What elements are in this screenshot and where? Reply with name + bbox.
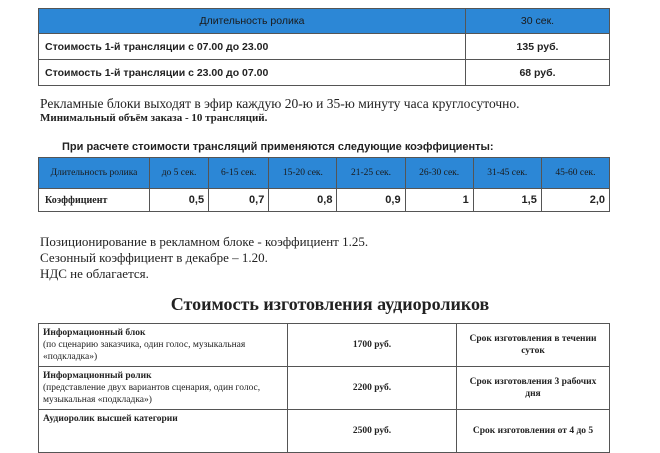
service-name: Информационный блок [43,328,146,338]
coefficient-cell: 0,8 [269,189,337,212]
duration-column-label: Длительность ролика [39,158,150,189]
price-row-value: 135 руб. [466,34,610,60]
table-row [39,367,610,410]
coefficient-cell: 0,5 [150,189,209,212]
price-row-label: Стоимость 1-й трансляции с 07.00 до 23.00 [39,34,466,60]
schedule-note: Рекламные блоки выходят в эфир каждую 20-ю и 35-ю минуту часа круглосуточно. [40,96,520,111]
service-price: 1700 руб. [288,324,457,367]
vat-note: НДС не облагается. [40,266,149,281]
price-row-label: Стоимость 1-й трансляции с 23.00 до 07.00 [39,60,466,86]
coefficient-cell: 2,0 [541,189,609,212]
coefficient-cell: 0,9 [337,189,405,212]
service-name: Аудиоролик высшей категории [43,414,178,424]
audio-production-table [38,323,610,453]
price-table-header [39,9,610,34]
duration-cell: 45-60 сек. [541,158,609,189]
service-description [39,367,288,410]
duration-cell: до 5 сек. [150,158,209,189]
service-description [39,410,288,453]
seasonal-note: Сезонный коэффициент в декабре – 1.20. [40,250,268,265]
service-term: Срок изготовления от 4 до 5 [457,410,610,453]
service-description [39,324,288,367]
coefficients-value-row [39,189,610,212]
price-row-value: 68 руб. [466,60,610,86]
table-row [39,324,610,367]
service-name: Информационный ролик [43,371,152,381]
minimum-order-note: Минимальный объём заказа - 10 трансляций. [40,112,268,124]
service-price: 2200 руб. [288,367,457,410]
coefficients-table [38,157,610,212]
duration-header-value: 30 сек. [466,9,610,34]
duration-cell: 31-45 сек. [473,158,541,189]
coefficient-cell: 1,5 [473,189,541,212]
audio-production-title: Стоимость изготовления аудиороликов [170,294,490,314]
price-table [38,8,610,86]
service-details: (представление двух вариантов сценария, один голос, музыкальная «подкладка») [43,383,261,405]
coefficient-cell: 0,7 [209,189,269,212]
service-price: 2500 руб. [288,410,457,453]
service-term: Срок изготовления 3 рабочих дня [457,367,610,410]
service-details: (по сценарию заказчика, один голос, музыкальная «подкладка») [43,340,246,362]
coefficients-title: При расчете стоимости трансляций применяются следующие коэффициенты: [62,141,494,153]
service-term: Срок изготовления в течении суток [457,324,610,367]
table-row [39,60,610,86]
duration-cell: 21-25 сек. [337,158,405,189]
coefficient-cell: 1 [405,189,473,212]
coefficient-row-label: Коэффициент [39,189,150,212]
positioning-note: Позиционирование в рекламном блоке - коэффициент 1.25. [40,234,369,249]
table-row [39,410,610,453]
duration-cell: 6-15 сек. [209,158,269,189]
duration-cell: 15-20 сек. [269,158,337,189]
duration-cell: 26-30 сек. [405,158,473,189]
duration-header-label: Длительность ролика [39,9,466,34]
coefficients-header-row [39,158,610,189]
table-row [39,34,610,60]
